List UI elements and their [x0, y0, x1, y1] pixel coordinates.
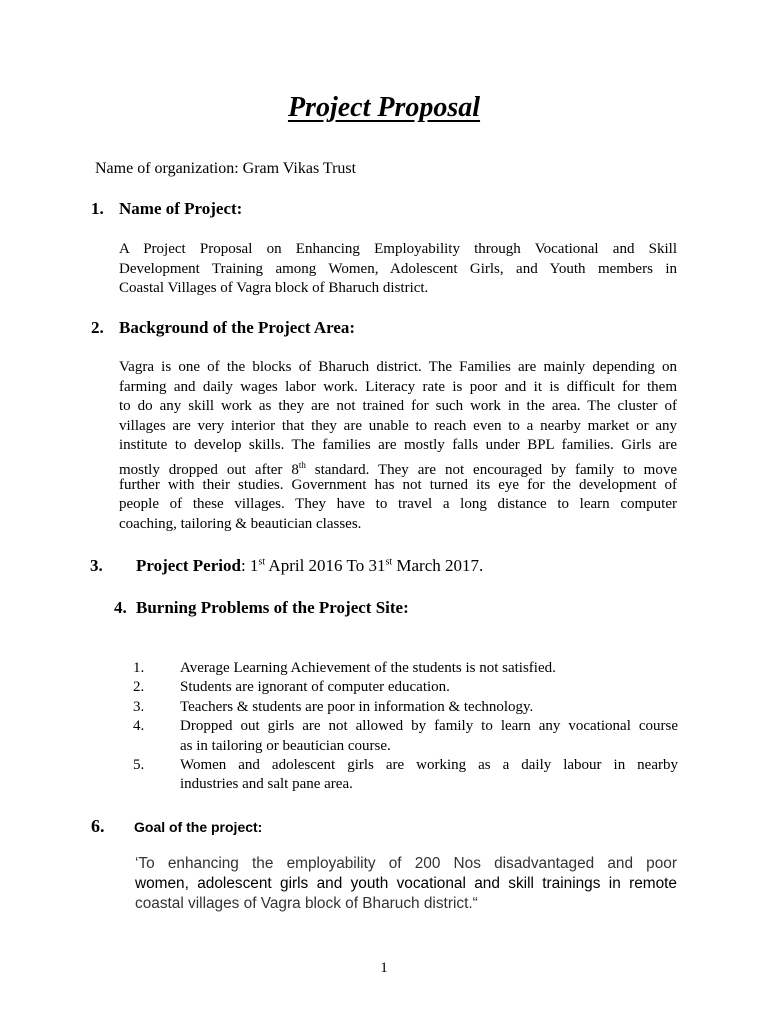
paragraph-line: Development Training among Women, Adolescent Girls, and Youth members in	[119, 260, 677, 277]
list-item	[133, 698, 678, 717]
goal-paragraph	[135, 854, 677, 913]
list-item-number: 5.	[133, 757, 145, 774]
section-number: 4.	[114, 598, 127, 617]
list-item-text: Teachers & students are poor in information & technology.	[180, 698, 534, 715]
list-item-text: as in tailoring or beautician course.	[180, 737, 391, 754]
period-text: April 2016 To 31	[265, 556, 386, 575]
list-item	[133, 678, 678, 697]
paragraph-line: institute to develop skills. The families are mostly falls under BPL families. Girls are	[119, 437, 677, 454]
list-item-number: 4.	[133, 718, 145, 735]
paragraph-line: ‘To enhancing the employability of 200 Nos disadvantaged and poor	[135, 855, 677, 872]
list-item	[133, 756, 678, 795]
list-item-text: Women and adolescent girls are working as a daily labour in nearby	[180, 757, 678, 774]
paragraph-line: women, adolescent girls and youth vocational and skill trainings in remote	[135, 874, 677, 892]
paragraph-line: Vagra is one of the blocks of Bharuch district. The Families are mainly depending on	[119, 359, 677, 375]
list-item-text: Dropped out girls are not allowed by family to learn any vocational course	[180, 718, 678, 735]
paragraph-line: coaching, tailoring & beautician classes.	[119, 515, 362, 532]
line-segment: mostly dropped out after 8	[119, 461, 299, 478]
paragraph-line: coastal villages of Vagra block of Bharuch district.“	[135, 894, 478, 912]
list-item-number: 2.	[133, 679, 145, 696]
section-1-heading	[91, 199, 242, 219]
section-number: 1.	[91, 199, 104, 218]
line-segment: standard. They are not encouraged by family to move	[305, 461, 677, 478]
section-title: Background of the Project Area:	[119, 318, 356, 337]
list-item-text: industries and salt pane area.	[180, 776, 353, 793]
page-number: 1	[380, 960, 388, 976]
paragraph-line	[119, 456, 677, 476]
document-title: Project Proposal	[287, 92, 481, 123]
paragraph-line: further with their studies. Government has not turned its eye for the development of	[119, 476, 677, 493]
list-item-number: 1.	[133, 660, 145, 676]
organization-name: Name of organization: Gram Vikas Trust	[95, 160, 357, 177]
paragraph-line: villages are very interior that they are unable to reach even to a nearby market or any	[119, 417, 677, 434]
section-2-heading	[91, 318, 355, 338]
superscript: st	[385, 556, 393, 568]
list-item	[133, 717, 678, 756]
list-item-text: Students are ignorant of computer education.	[180, 679, 450, 696]
project-period-label: Project Period	[136, 556, 241, 575]
problems-list	[133, 659, 678, 795]
list-item	[133, 659, 678, 678]
section-title: Burning Problems of the Project Site:	[136, 598, 409, 617]
background-paragraph	[119, 358, 677, 534]
period-text: March 2017.	[392, 556, 484, 575]
paragraph-line: farming and daily wages labor work. Literacy rate is poor and it is difficult for them	[119, 378, 677, 395]
paragraph-line: people of these villages. They have to travel a long distance to learn computer	[119, 496, 677, 513]
section-number: 2.	[91, 318, 104, 337]
period-text: : 1	[240, 556, 259, 575]
section-6-number: 6.	[91, 816, 105, 836]
paragraph-line: Coastal Villages of Vagra block of Bharuch district.	[119, 280, 429, 297]
paragraph-line: A Project Proposal on Enhancing Employability through Vocational and Skill	[119, 241, 677, 257]
section-3-number: 3.	[90, 556, 103, 575]
superscript: st	[258, 556, 266, 568]
project-name-paragraph	[119, 240, 677, 299]
paragraph-line: to do any skill work as they are not trained for such work in the area. The cluster of	[119, 398, 677, 415]
list-item-number: 3.	[133, 698, 145, 715]
section-4-heading	[114, 598, 409, 618]
section-title: Name of Project:	[119, 199, 243, 218]
superscript: th	[298, 459, 306, 470]
project-period	[136, 556, 483, 576]
goal-heading: Goal of the project:	[134, 819, 263, 835]
list-item-text: Average Learning Achievement of the students is not satisfied.	[180, 660, 556, 676]
